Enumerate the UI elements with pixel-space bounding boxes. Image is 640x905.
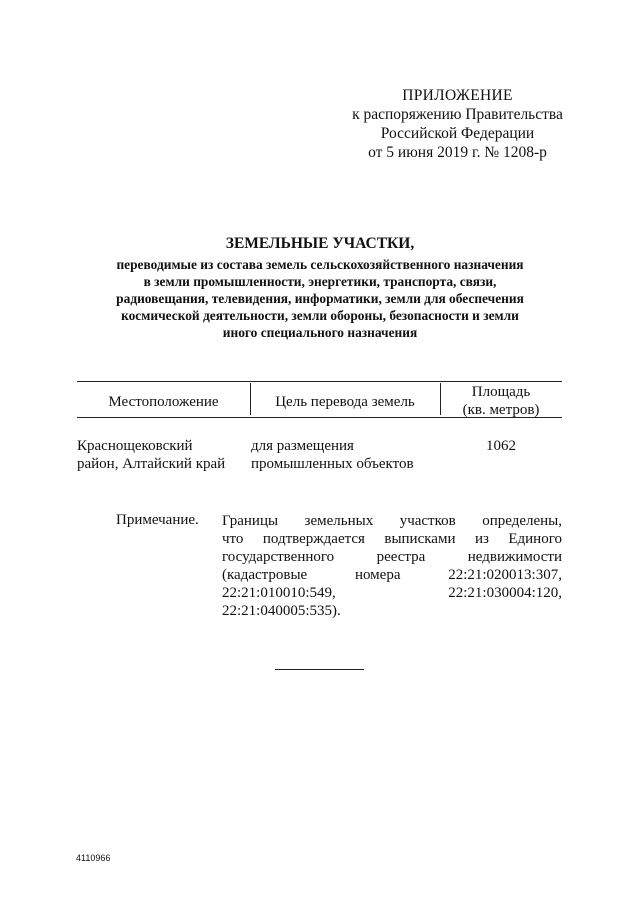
note-word: Границы — [222, 513, 279, 529]
note-word: недвижимости — [467, 549, 562, 565]
appendix-heading: ПРИЛОЖЕНИЕ — [402, 87, 513, 104]
note-word: 22:21:030004:120, — [448, 585, 562, 601]
header-purpose: Цель перевода земель — [275, 394, 415, 410]
note-word: 22:21:010010:549, — [222, 585, 336, 601]
note-word: государственного — [222, 549, 335, 565]
location-line: Краснощековский — [77, 438, 193, 454]
title-line: иного специального назначения — [222, 325, 418, 340]
note-word: номера — [354, 567, 401, 583]
note-word: Единого — [508, 531, 562, 547]
row-purpose — [251, 437, 414, 473]
note-word: подтверждается — [262, 531, 365, 547]
note-line — [222, 512, 562, 530]
end-divider — [275, 669, 364, 670]
note-line — [222, 584, 562, 602]
note-line — [222, 602, 562, 620]
title-line: переводимые из состава земель сельскохозяйственного назначения — [116, 257, 524, 272]
title-subtitle — [70, 256, 570, 341]
note-line — [222, 566, 562, 584]
note-word: земельных — [304, 513, 374, 529]
note-word: что — [222, 531, 244, 547]
title-line: космической деятельности, земли обороны, безопасности и земли — [121, 308, 519, 323]
document-number: 4110966 — [76, 853, 111, 863]
appendix-date-number: от 5 июня 2019 г. № 1208-р — [368, 144, 547, 161]
table-top-rule — [77, 381, 562, 382]
note-word: 22:21:040005:535). — [222, 603, 341, 619]
appendix-block — [330, 86, 585, 162]
note-text — [222, 512, 562, 620]
header-area-unit: (кв. метров) — [462, 402, 540, 418]
row-location — [77, 437, 225, 473]
location-line: район, Алтайский край — [77, 456, 226, 472]
note-word: (кадастровые — [222, 567, 308, 583]
row-area: 1062 — [486, 438, 516, 454]
note-word: из — [474, 531, 489, 547]
note-word: 22:21:020013:307, — [448, 567, 562, 583]
note-line — [222, 530, 562, 548]
note-label: Примечание. — [116, 512, 199, 528]
purpose-line: промышленных объектов — [251, 456, 414, 472]
note-line — [222, 548, 562, 566]
header-area-label: Площадь — [471, 384, 531, 400]
purpose-line: для размещения — [251, 438, 354, 454]
note-word: участков — [399, 513, 456, 529]
title-line: радиовещания, телевидения, информатики, земли для обеспечения — [116, 291, 524, 306]
title-line: в земли промышленности, энергетики, транспорта, связи, — [143, 274, 497, 289]
document-title — [70, 234, 570, 341]
header-area — [440, 383, 562, 419]
appendix-line: Российской Федерации — [380, 125, 535, 142]
note-word: реестра — [376, 549, 426, 565]
appendix-line: к распоряжению Правительства — [352, 106, 563, 123]
header-location: Местоположение — [108, 394, 219, 410]
note-word: выписками — [384, 531, 456, 547]
title-main: ЗЕМЕЛЬНЫЕ УЧАСТКИ, — [225, 235, 415, 252]
note-word: определены, — [482, 513, 562, 529]
